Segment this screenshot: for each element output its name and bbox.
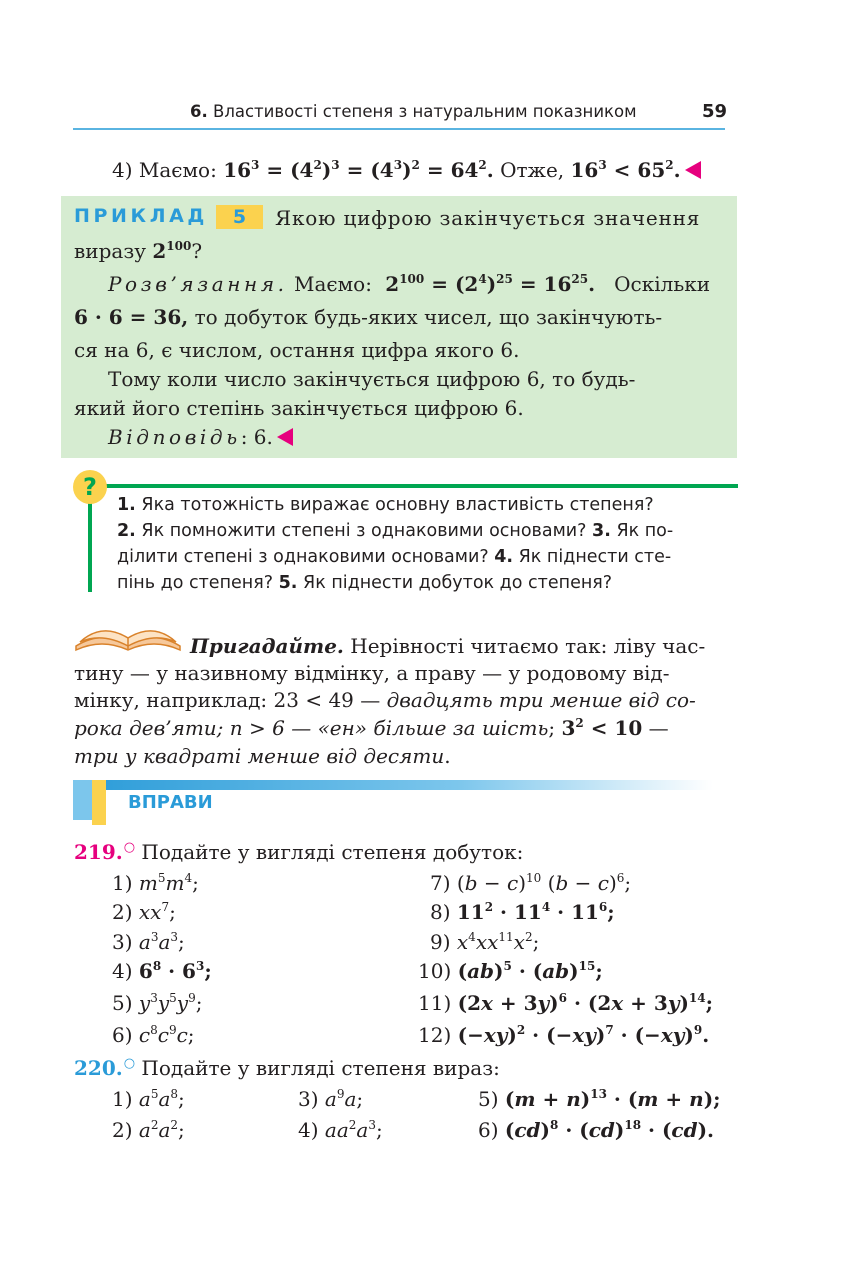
exercise-number: 219. [74, 840, 123, 864]
example-number: 5 [216, 205, 263, 229]
questions-line4 [117, 573, 612, 593]
question-word: виразу [74, 239, 146, 263]
end-marker-icon [277, 428, 293, 446]
exercise-item: 12) $(-xy)^2 \cdot (-xy)^7 \cdot (-xy)^9$. [418, 1023, 710, 1047]
line4-conclusion: Отже, [500, 158, 565, 182]
question-text: пінь до степеня? [117, 573, 274, 593]
exercise-item: 5) $(m + n)^{13} \cdot (m + n)$; [478, 1087, 721, 1111]
question-text: ділити степені з однаковими основами? [117, 547, 489, 567]
example-label: ПРИКЛАД [74, 205, 208, 227]
remember-title: Пригадайте. [190, 634, 344, 658]
remember-line3-italic: двадцять три менше від со- [386, 688, 696, 712]
exercise-task: Подайте у вигляді степеня вираз: [141, 1056, 500, 1080]
solution-line4: Тому коли число закінчується цифрою 6, то будь- [108, 367, 636, 391]
exercise-item: 5) $y^3y^5y^9$; [112, 991, 203, 1015]
exercises-title: ВПРАВИ [128, 792, 213, 813]
solution-line1: Розв’язання. Маємо: $2^{100} = (2^4)^{25} = 16^{25}$. Оскільки [108, 272, 711, 296]
question-number: 1. [117, 495, 136, 515]
exercise-item: 6) $c^8c^9c$; [112, 1023, 195, 1047]
question-number: 5. [278, 573, 298, 593]
exercise-item: 6) (cd)$^8$ · (cd)$^{18}$ · (cd). [478, 1118, 715, 1142]
questions-divider [104, 484, 738, 488]
exercise-item: 3) $a^9a$; [298, 1087, 364, 1111]
remember-line4: рока дев’яти; n > 6 — «ен» більше за шість; $3^2 < 10$ — [74, 716, 669, 740]
remember-line1-text: Нерівності читаємо так: ліву час- [350, 634, 706, 658]
questions-line2 [117, 521, 673, 541]
exercise-item: 2) $xx^7$; [112, 900, 176, 924]
example-question-line2: виразу $2^{100}$? [74, 239, 203, 263]
question-text: Як помножити степені з однаковими основами? [141, 521, 587, 541]
exercise-item: 3) $a^3a^3$; [112, 930, 185, 954]
exercise-item: 10) (ab)$^5$ · (ab)$^{15}$; [418, 959, 603, 983]
question-mark-icon: ? [73, 470, 107, 504]
answer-label: Відповідь [108, 425, 241, 449]
exercises-banner [73, 780, 713, 790]
section-number: 6. [190, 102, 208, 121]
exercise-item: 1) $m^5m^4$; [112, 871, 199, 895]
exercise-number: 220. [74, 1056, 123, 1080]
question-number: 2. [117, 521, 136, 541]
question-number: 4. [494, 547, 514, 567]
exercise-task: Подайте у вигляді степеня добуток: [141, 840, 524, 864]
exercise-item: 9) $x^4xx^{11}x^2$; [430, 930, 540, 954]
section-title: Властивості степеня з натуральним показником [213, 102, 637, 121]
solution-line2: 6 · 6 = 36, то добуток будь-яких чисел, що закінчують- [74, 305, 663, 329]
remember-line3-text: мінку, наприклад: 23 < 49 — [74, 688, 381, 712]
remember-line4-italic-b: «ен» більше за шість [317, 716, 549, 740]
solution-line5: який його степінь закінчується цифрою 6. [74, 396, 524, 420]
question-text: Яка тотожність виражає основну властивість степеня? [141, 495, 654, 515]
solution-since: Оскільки [614, 272, 711, 296]
remember-line2: тину — у називному відмінку, а праву — у родовому від- [74, 661, 670, 685]
remember-line5-italic: три у квадраті менше від десяти [74, 744, 445, 768]
question-text: Як піднести добуток до степеня? [303, 573, 613, 593]
questions-line3 [117, 547, 671, 567]
question-text: Як піднести сте- [518, 547, 672, 567]
example-question-line1: Якою цифрою закінчується значення [275, 206, 701, 230]
line4-label: 4) Маємо: [112, 158, 217, 182]
end-marker-icon [685, 161, 701, 179]
question-number: 3. [592, 521, 611, 541]
banner-tab-yellow [92, 780, 106, 825]
remember-line4-italic-a: рока дев’яти; [74, 716, 224, 740]
remember-line1 [190, 634, 705, 658]
exercise-item: 4) $6^8 \cdot 6^3$; [112, 959, 212, 983]
solution-line2-text: то добуток будь-яких чисел, що закінчують- [194, 305, 663, 329]
remember-line3 [74, 688, 696, 712]
exercise-item: 2) $a^2a^2$; [112, 1118, 185, 1142]
solution-line-4: 4) Маємо: $16^3 = (4^2)^3 = (4^3)^2 = 64^2$. Отже, $16^3 < 65^2$. [112, 158, 701, 182]
exercise-item: 1) $a^5a^8$; [112, 1087, 185, 1111]
remember-line4-text: n > 6 — [229, 716, 312, 740]
header-title [190, 102, 637, 121]
question-text: Як по- [616, 521, 674, 541]
exercise-item: 11) $(2x + 3y)^6 \cdot (2x + 3y)^{14}$; [418, 991, 714, 1015]
exercise-219-header: 219.○ Подайте у вигляді степеня добуток: [74, 840, 524, 864]
header-divider [73, 128, 725, 130]
exercise-220-header: 220.○ Подайте у вигляді степеня вираз: [74, 1056, 500, 1080]
banner-tab-blue [73, 780, 92, 820]
exercise-item: 4) $aa^2a^3$; [298, 1118, 383, 1142]
exercise-item: 8) $11^2 \cdot 11^4 \cdot 11^6$; [430, 900, 615, 924]
solution-label: Розв’язання. [108, 272, 288, 296]
page-number: 59 [702, 101, 728, 122]
questions-side-bar [88, 502, 92, 592]
solution-line3: ся на 6, є числом, остання цифра якого 6. [74, 338, 520, 362]
solution-intro: Маємо: [294, 272, 372, 296]
exercise-item: 7) $(b - c)^{10}$ $(b - c)^6$; [430, 871, 632, 895]
remember-line5: три у квадраті менше від десяти. [74, 744, 451, 768]
answer-value: : 6. [240, 425, 273, 449]
answer-line [108, 425, 293, 449]
questions-line1 [117, 495, 654, 515]
open-book-icon [72, 620, 184, 652]
